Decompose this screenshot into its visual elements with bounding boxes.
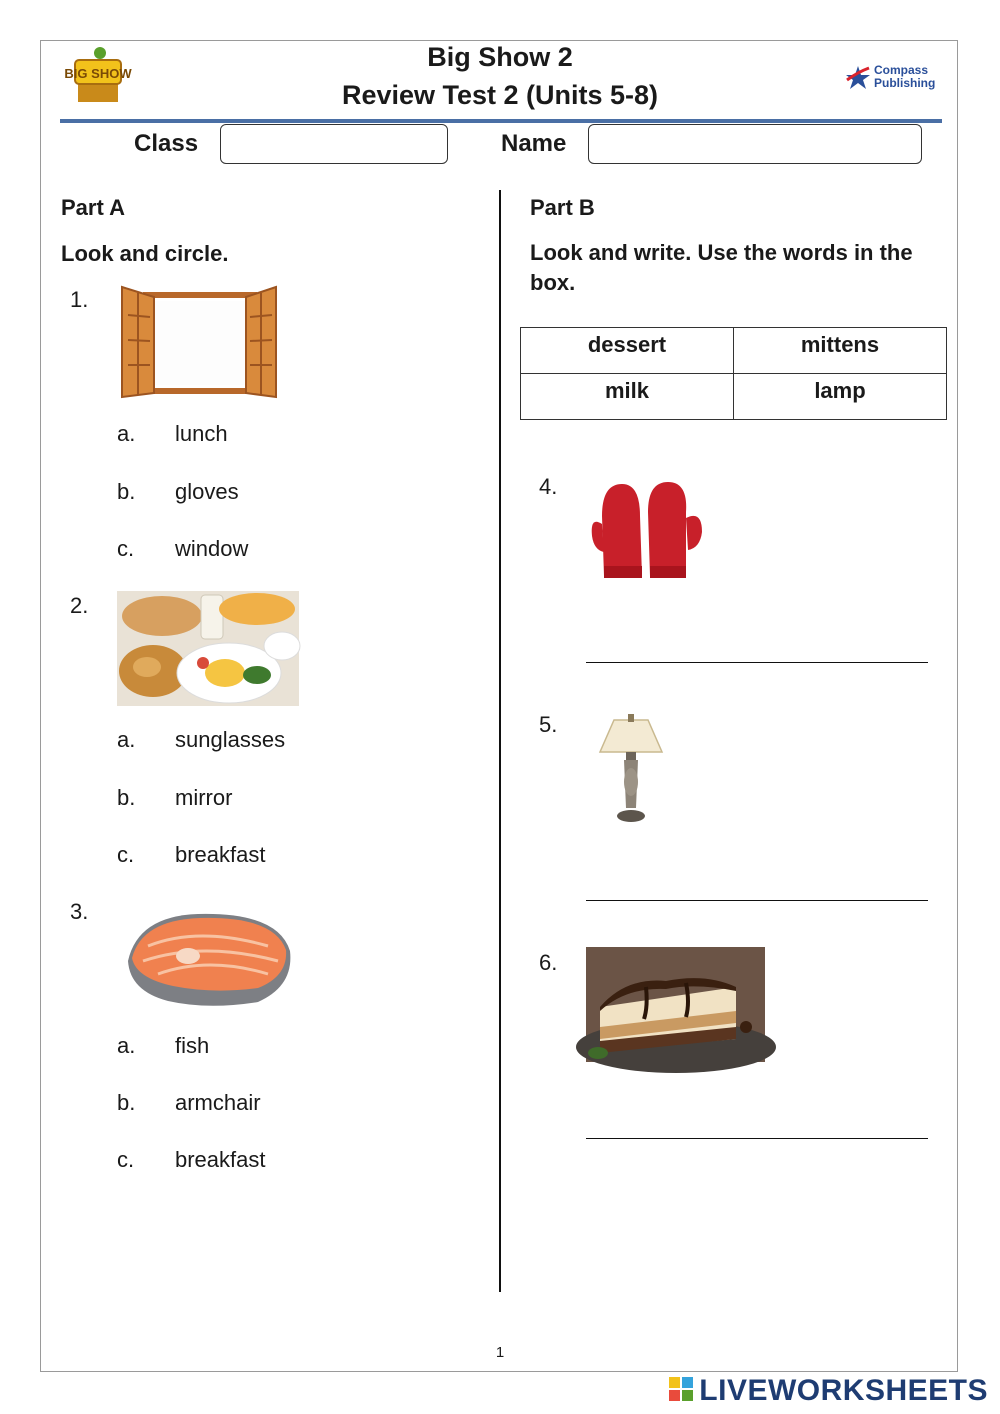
option-letter: c. xyxy=(117,536,135,561)
option-letter: b. xyxy=(117,479,136,504)
part-a-heading: Part A xyxy=(61,195,125,220)
name-input[interactable] xyxy=(588,124,922,164)
option-breakfast[interactable]: breakfast xyxy=(175,842,266,867)
question-number: 6. xyxy=(539,950,558,975)
header-rule xyxy=(60,119,942,123)
option-fish[interactable]: fish xyxy=(175,1033,210,1058)
question-number: 4. xyxy=(539,474,558,499)
page-number: 1 xyxy=(495,1344,505,1361)
option-letter: a. xyxy=(117,1033,136,1058)
page-subtitle: Review Test 2 (Units 5-8) xyxy=(341,80,659,110)
option-window[interactable]: window xyxy=(175,536,249,561)
logo-text: BIG SHOW xyxy=(64,66,132,81)
word-box-cell: lamp xyxy=(734,374,947,420)
question-number: 5. xyxy=(539,712,558,737)
question-number: 1. xyxy=(70,287,89,312)
word-box-cell: dessert xyxy=(521,328,734,374)
class-label: Class xyxy=(134,130,199,157)
option-letter: a. xyxy=(117,421,136,446)
answer-line[interactable] xyxy=(586,662,928,663)
column-divider xyxy=(499,190,501,1292)
word-box-cell: milk xyxy=(521,374,734,420)
answer-line[interactable] xyxy=(586,900,928,901)
window-image xyxy=(118,285,280,400)
word-box xyxy=(520,327,947,420)
liveworksheets-brand[interactable] xyxy=(669,1374,988,1409)
option-letter: a. xyxy=(117,727,136,752)
option-mirror[interactable]: mirror xyxy=(175,785,233,810)
option-letter: c. xyxy=(117,842,135,867)
question-number: 2. xyxy=(70,593,89,618)
option-letter: b. xyxy=(117,1090,136,1115)
option-breakfast[interactable]: breakfast xyxy=(175,1147,266,1172)
option-letter: b. xyxy=(117,785,136,810)
part-a-instruction: Look and circle. xyxy=(61,241,229,266)
answer-line[interactable] xyxy=(586,1138,928,1139)
class-input[interactable] xyxy=(220,124,448,164)
part-b-heading: Part B xyxy=(530,195,595,220)
dessert-image xyxy=(586,947,765,1062)
publisher-line1: Compass xyxy=(874,63,929,77)
name-label: Name xyxy=(501,130,567,157)
question-number: 3. xyxy=(70,899,89,924)
publisher-logo xyxy=(844,62,940,96)
option-letter: c. xyxy=(117,1147,135,1172)
part-b-instruction: Look and write. Use the words in the box. xyxy=(530,240,913,295)
option-gloves[interactable]: gloves xyxy=(175,479,239,504)
option-armchair[interactable]: armchair xyxy=(175,1090,261,1115)
compass-star-icon xyxy=(844,64,872,92)
salmon-image xyxy=(118,906,298,1012)
brand-text: LIVEWORKSHEETS xyxy=(699,1374,988,1407)
page-title: Big Show 2 xyxy=(427,42,573,72)
publisher-line2: Publishing xyxy=(874,76,936,90)
mittens-image xyxy=(586,476,708,584)
breakfast-image xyxy=(117,591,299,706)
option-sunglasses[interactable]: sunglasses xyxy=(175,727,286,752)
word-box-cell: mittens xyxy=(734,328,947,374)
lamp-image xyxy=(598,712,664,828)
option-lunch[interactable]: lunch xyxy=(175,421,228,446)
liveworksheets-icon xyxy=(669,1375,695,1409)
